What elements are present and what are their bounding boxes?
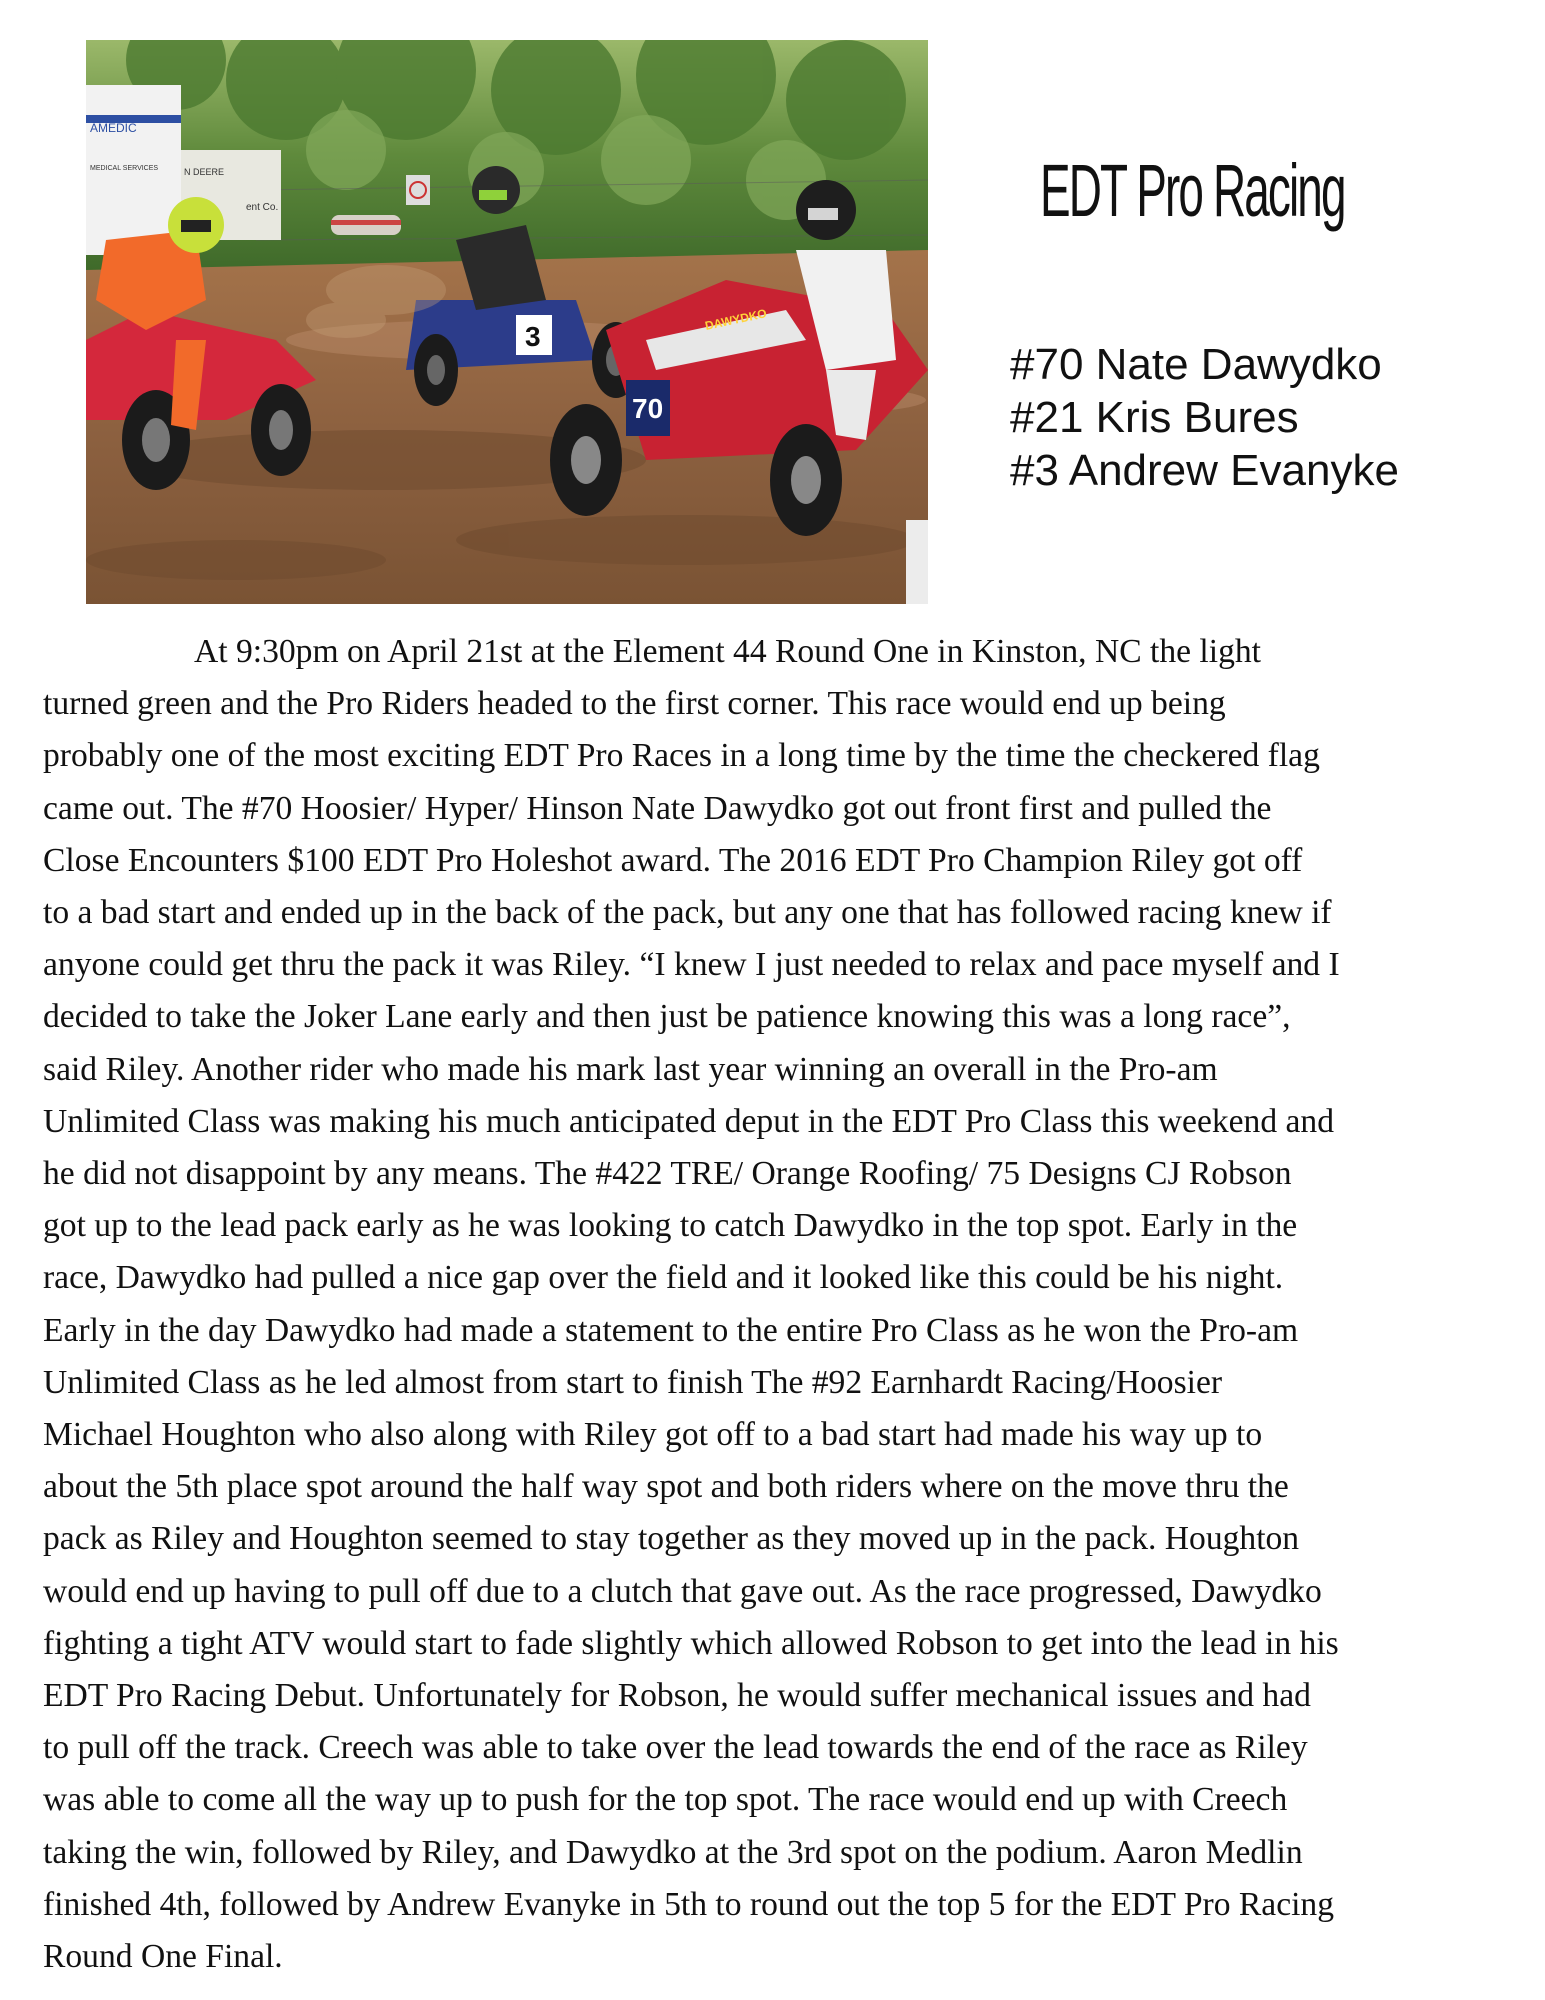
article-line: turned green and the Pro Riders headed to the first corner. This race would end up being <box>43 685 1226 723</box>
article-line: decided to take the Joker Lane early and then just be patience knowing this was a long race”, <box>43 998 1291 1036</box>
article-line: Michael Houghton who also along with Riley got off to a bad start had made his way up to <box>43 1416 1263 1454</box>
page-title: EDT Pro Racing <box>1040 149 1345 232</box>
article-line: pack as Riley and Houghton seemed to stay together as they moved up in the pack. Houghton <box>43 1520 1300 1558</box>
article-paragraph <box>43 626 1513 1983</box>
ambulance-sign: AMEDIC <box>90 121 137 135</box>
article-line: race, Dawydko had pulled a nice gap over the field and it looked like this could be his night. <box>43 1259 1284 1297</box>
article-body <box>43 626 1513 1983</box>
article-line: got up to the lead pack early as he was looking to catch Dawydko in the top spot. Early in the <box>43 1207 1298 1245</box>
article-line: said Riley. Another rider who made his mark last year winning an overall in the Pro-am <box>43 1050 1218 1088</box>
article-line: taking the win, followed by Riley, and Dawydko at the 3rd spot on the podium. Aaron Medlin <box>43 1833 1303 1871</box>
article-line: to a bad start and ended up in the back of the pack, but any one that has followed racing knew if <box>43 894 1332 932</box>
article-line: he did not disappoint by any means. The #422 TRE/ Orange Roofing/ 75 Designs CJ Robson <box>43 1155 1292 1193</box>
rider-list <box>1010 338 1399 497</box>
deere-sign: N DEERE <box>184 167 225 177</box>
article-line: about the 5th place spot around the half way spot and both riders where on the move thru the <box>43 1468 1289 1506</box>
rider-list-item: #3 Andrew Evanyke <box>1010 446 1399 495</box>
company-sign: ent Co. <box>246 202 279 213</box>
article-line: Unlimited Class was making his much anticipated deput in the EDT Pro Class this weekend and <box>43 1102 1335 1140</box>
article-line: fighting a tight ATV would start to fade slightly which allowed Robson to get into the lead in his <box>43 1624 1339 1662</box>
article-line: EDT Pro Racing Debut. Unfortunately for Robson, he would suffer mechanical issues and had <box>43 1677 1311 1715</box>
article-line: was able to come all the way up to push for the top spot. The race would end up with Creech <box>43 1781 1288 1819</box>
article-line: anyone could get thru the pack it was Riley. “I knew I just needed to relax and pace myself and I <box>43 946 1340 984</box>
article-line: to pull off the track. Creech was able to take over the lead towards the end of the race as Riley <box>43 1729 1308 1767</box>
rider-list-item: #21 Kris Bures <box>1010 393 1299 442</box>
article-line: came out. The #70 Hoosier/ Hyper/ Hinson Nate Dawydko got out front first and pulled the <box>43 789 1272 827</box>
atv-brand-text: DAWYDKO <box>703 306 768 333</box>
article-line: would end up having to pull off due to a clutch that gave out. As the race progressed, Dawydko <box>43 1572 1322 1610</box>
article-line: finished 4th, followed by Andrew Evanyke in 5th to round out the top 5 for the EDT Pro Racing <box>43 1885 1335 1923</box>
number-plate-3: 3 <box>525 321 541 352</box>
article-line: Unlimited Class as he led almost from start to finish The #92 Earnhardt Racing/Hoosier <box>43 1363 1223 1401</box>
race-photo-illustration <box>86 40 928 604</box>
article-line: At 9:30pm on April 21st at the Element 44 Round One in Kinston, NC the light <box>194 633 1261 670</box>
race-photo <box>86 40 928 604</box>
article-line: probably one of the most exciting EDT Pro Races in a long time by the time the checkered flag <box>43 737 1320 775</box>
article-line: Close Encounters $100 EDT Pro Holeshot award. The 2016 EDT Pro Champion Riley got off <box>43 841 1303 879</box>
rider-list-item: #70 Nate Dawydko <box>1010 340 1382 389</box>
number-plate-70: 70 <box>632 393 664 424</box>
article-line: Round One Final. <box>43 1938 283 1976</box>
ambulance-sign-sub: MEDICAL SERVICES <box>90 165 159 172</box>
article-line: Early in the day Dawydko had made a statement to the entire Pro Class as he won the Pro-am <box>43 1311 1299 1349</box>
